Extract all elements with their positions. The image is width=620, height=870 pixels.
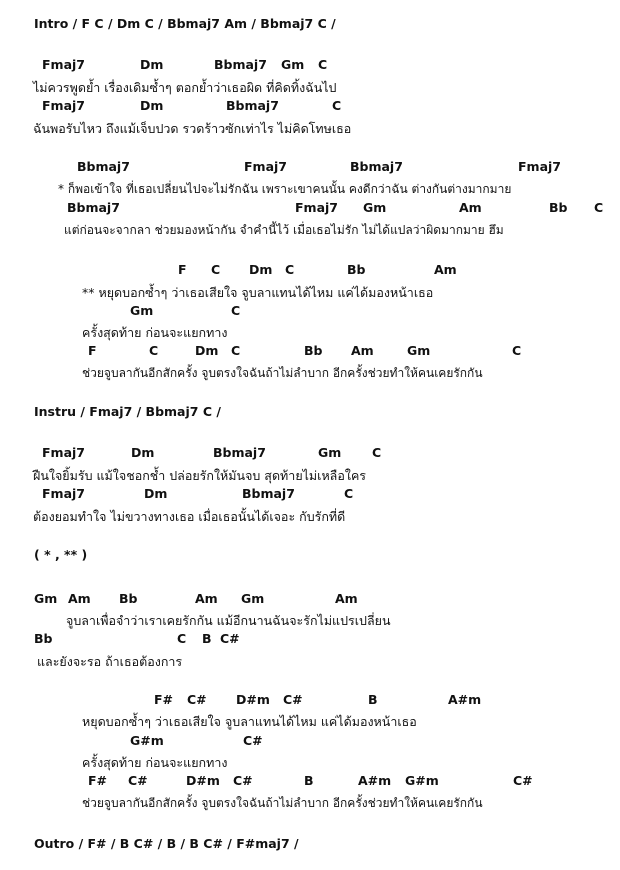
chord: A#m — [448, 692, 482, 707]
chord: D#m — [186, 773, 220, 788]
chord: A#m — [358, 773, 392, 788]
chord: C# — [513, 773, 533, 788]
chord: Bbmaj7 — [67, 200, 120, 215]
lyric-line: จูบลาเพื่อจำว่าเราเคยรักกัน แม้อีกนานฉันจะรักไม่แปรเปลี่ยน — [66, 613, 391, 628]
chord: F — [178, 262, 187, 277]
chord: Gm — [130, 303, 154, 318]
chord: C — [512, 343, 522, 358]
chord: Gm — [318, 445, 342, 460]
chord: C# — [128, 773, 148, 788]
chord-line — [0, 591, 620, 607]
chord: Bbmaj7 — [350, 159, 403, 174]
lyric-line: ต้องยอมทำใจ ไม่ขวางทางเธอ เมื่อเธอนั้นได้เจอะ กับรักที่ดี — [33, 509, 346, 524]
chord: C — [332, 98, 342, 113]
chord: Bb — [34, 631, 53, 646]
chord-line — [0, 486, 620, 502]
chord: G#m — [130, 733, 164, 748]
outro-line: Outro / F# / B C# / B / B C# / F#maj7 / — [34, 836, 299, 851]
chord: Am — [335, 591, 358, 606]
lyric-line: ฝืนใจยิ้มรับ แม้ใจชอกช้ำ ปล่อยรักให้มันจบ สุดท้ายไม่เหลือใคร — [33, 468, 367, 483]
chord: C — [231, 303, 241, 318]
chord: C — [211, 262, 221, 277]
chord: Am — [434, 262, 457, 277]
chord: C — [344, 486, 354, 501]
chord-line — [0, 200, 620, 216]
chord: C# — [233, 773, 253, 788]
lyric-line: แต่ก่อนจะจากลา ช่วยมองหน้ากัน จำคำนี้ไว้ เมื่อเธอไม่รัก ไม่ได้แปลว่าผิดมากมาย ฮึม — [64, 223, 504, 237]
chord: Gm — [281, 57, 305, 72]
lyric-line: หยุดบอกซ้ำๆ ว่าเธอเสียใจ จูบลาแทนได้ไหม แค่ได้มองหน้าเธอ — [82, 714, 417, 729]
chord: C — [372, 445, 382, 460]
chord: C — [231, 343, 241, 358]
chord: Bb — [304, 343, 323, 358]
chord: F# — [154, 692, 174, 707]
chord: Am — [68, 591, 91, 606]
chord: Fmaj7 — [295, 200, 338, 215]
chord: B — [304, 773, 314, 788]
chord: C# — [220, 631, 240, 646]
lyric-line: ** หยุดบอกซ้ำๆ ว่าเธอเสียใจ จูบลาแทนได้ไหม แค่ได้มองหน้าเธอ — [82, 285, 434, 300]
chord-line — [0, 98, 620, 114]
chord: Bb — [119, 591, 138, 606]
chord: F# — [88, 773, 108, 788]
chord-line — [0, 303, 620, 319]
lyric-line: ครั้งสุดท้าย ก่อนจะแยกทาง — [82, 325, 228, 340]
chord: Dm — [131, 445, 155, 460]
chord: Am — [351, 343, 374, 358]
chord: Bbmaj7 — [213, 445, 266, 460]
chord: G#m — [405, 773, 439, 788]
chord: Bbmaj7 — [77, 159, 130, 174]
chord: Fmaj7 — [518, 159, 561, 174]
repeat-marker: ( * , ** ) — [34, 547, 88, 562]
lyric-line: ไม่ควรพูดย้ำ เรื่องเดิมซ้ำๆ ตอกย้ำว่าเธอผิด ที่คิดทิ้งฉันไป — [33, 80, 337, 95]
chord: Bbmaj7 — [242, 486, 295, 501]
chord: Gm — [34, 591, 58, 606]
chord-line — [0, 159, 620, 175]
chord: C# — [187, 692, 207, 707]
chord: Bbmaj7 — [226, 98, 279, 113]
chord: Bb — [549, 200, 568, 215]
chord: B — [202, 631, 212, 646]
chord-line — [0, 692, 620, 708]
chord-line — [0, 57, 620, 73]
lyric-line: ช่วยจูบลากันอีกสักครั้ง จูบตรงใจฉันถ้าไม่ลำบาก อีกครั้งช่วยทำให้คนเคยรักกัน — [82, 796, 483, 810]
chord: D#m — [236, 692, 270, 707]
chord: F — [88, 343, 97, 358]
chord: C — [177, 631, 187, 646]
chord: Gm — [363, 200, 387, 215]
chord-line — [0, 262, 620, 278]
chord: Gm — [241, 591, 265, 606]
chord: Dm — [140, 98, 164, 113]
lyric-line: ฉันพอรับไหว ถึงแม้เจ็บปวด รวดร้าวซักเท่าไร ไม่คิดโทษเธอ — [33, 121, 352, 136]
lyric-line: * ก็พอเข้าใจ ที่เธอเปลี่ยนไปจะไม่รักฉัน เพราะเขาคนนั้น คงดีกว่าฉัน ต่างกันต่างมากมาย — [58, 182, 512, 196]
chord: C — [285, 262, 295, 277]
chord: Fmaj7 — [42, 57, 85, 72]
chord: Fmaj7 — [42, 486, 85, 501]
chord: Fmaj7 — [42, 98, 85, 113]
chord: C# — [243, 733, 263, 748]
chord: C — [318, 57, 328, 72]
chord: C — [594, 200, 604, 215]
lyric-line: ครั้งสุดท้าย ก่อนจะแยกทาง — [82, 755, 228, 770]
chord: Bbmaj7 — [214, 57, 267, 72]
chord: C — [149, 343, 159, 358]
chord-line — [0, 343, 620, 359]
chord-line — [0, 445, 620, 461]
chord: B — [368, 692, 378, 707]
chord: Bb — [347, 262, 366, 277]
chord: Fmaj7 — [42, 445, 85, 460]
chord: Gm — [407, 343, 431, 358]
intro-line: Intro / F C / Dm C / Bbmaj7 Am / Bbmaj7 C / — [34, 16, 336, 31]
chord: Am — [459, 200, 482, 215]
chord: Dm — [195, 343, 219, 358]
chord-line — [0, 631, 620, 647]
chord: C# — [283, 692, 303, 707]
chord: Am — [195, 591, 218, 606]
chord: Dm — [249, 262, 273, 277]
chord-line — [0, 773, 620, 789]
lyric-line: ช่วยจูบลากันอีกสักครั้ง จูบตรงใจฉันถ้าไม่ลำบาก อีกครั้งช่วยทำให้คนเคยรักกัน — [82, 366, 483, 380]
lyric-line: และยังจะรอ ถ้าเธอต้องการ — [37, 654, 183, 669]
chord: Dm — [140, 57, 164, 72]
instru-line: Instru / Fmaj7 / Bbmaj7 C / — [34, 404, 221, 419]
chord: Dm — [144, 486, 168, 501]
chord-line — [0, 733, 620, 749]
chord: Fmaj7 — [244, 159, 287, 174]
